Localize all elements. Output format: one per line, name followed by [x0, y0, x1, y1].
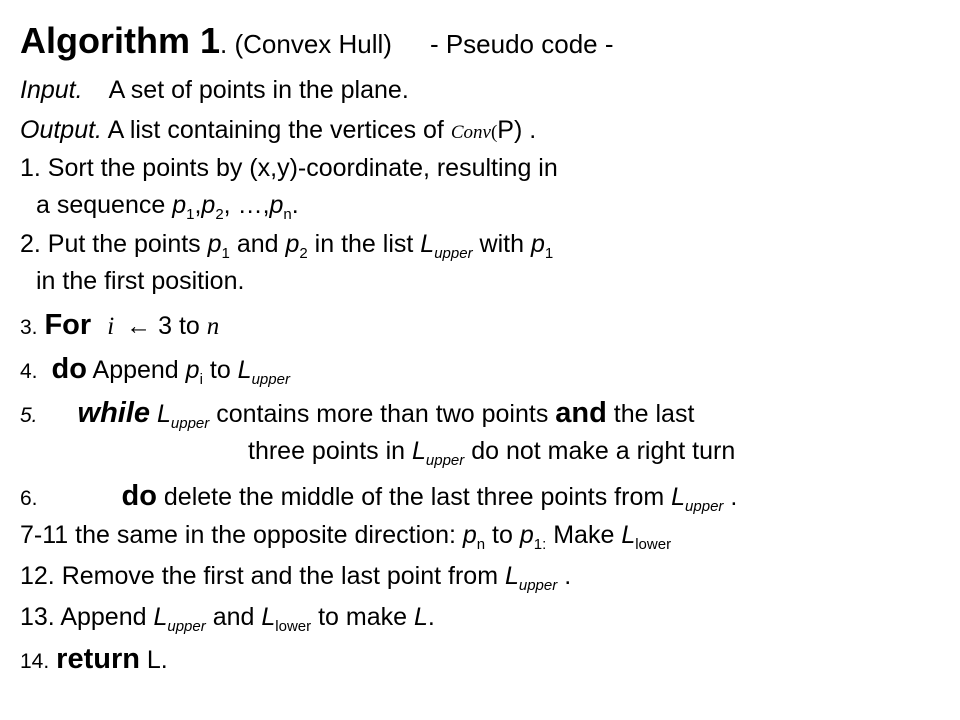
step-2-line-1 [20, 229, 554, 262]
pseudo-code-tag: - Pseudo code - [429, 29, 614, 59]
delete-text: delete the middle of the last three points from [156, 483, 672, 511]
step-number: 3. [20, 316, 38, 339]
i-var: i [107, 313, 115, 340]
upper-subscript: upper [251, 371, 290, 388]
remove-text: 12. Remove the first and the last point from [20, 562, 505, 590]
output-label: Output. [20, 116, 102, 144]
l-var: L [412, 437, 426, 465]
p-var: p [269, 191, 284, 219]
step-number: 6. [20, 487, 38, 510]
p-var: p [172, 191, 187, 219]
upper-subscript: upper [685, 498, 724, 515]
and-text: and [205, 603, 262, 631]
opposite-text: 7-11 the same in the opposite direction: [20, 521, 463, 549]
n-var: n [206, 313, 220, 340]
l-var: L [261, 603, 276, 631]
lower-subscript: lower [275, 618, 312, 635]
period: . [427, 603, 435, 631]
input-label: Input. [20, 76, 83, 104]
l-var: L [156, 400, 171, 428]
upper-subscript: upper [518, 577, 558, 594]
to-text: to [485, 521, 520, 549]
range-text: 3 to [158, 312, 200, 340]
l-var: L [413, 603, 428, 631]
and-text: and [229, 230, 286, 258]
make-text: Make [546, 521, 622, 549]
ellipsis: , …, [223, 191, 270, 219]
step-3-line [20, 310, 219, 343]
p-var: p [519, 521, 534, 549]
subscript: n [283, 206, 292, 223]
and-keyword: and [555, 397, 607, 429]
period: . [557, 562, 572, 590]
subscript: 1 [186, 206, 195, 223]
step-14-line [20, 644, 168, 677]
subscript: i [199, 371, 203, 388]
step-7-line [20, 520, 672, 553]
return-keyword: return [56, 643, 140, 675]
lower-subscript: lower [635, 536, 672, 553]
p-var: p [462, 521, 477, 549]
step-4-line [20, 354, 290, 387]
p-var: p [201, 191, 216, 219]
step-12-line [20, 561, 572, 594]
output-text: A list containing the vertices of [107, 116, 444, 144]
do-keyword: do [121, 480, 157, 512]
subscript: 1 [221, 245, 230, 262]
step-number: 5. [20, 404, 38, 427]
append-text: 13. Append [20, 603, 154, 631]
left-arrow-icon: ← [126, 313, 152, 340]
output-p: P) . [497, 116, 537, 144]
step-1-text: a sequence [36, 191, 173, 219]
condition-text: three points in [248, 437, 412, 465]
do-keyword: do [51, 353, 87, 385]
while-keyword: while [77, 397, 151, 429]
input-line [20, 75, 409, 105]
l-var: L [237, 356, 252, 384]
with-text: with [472, 230, 531, 258]
conv-paren: ( [490, 122, 498, 143]
l-var: L [671, 483, 686, 511]
subscript: 1: [533, 536, 547, 553]
conv-label: Conv [450, 122, 491, 143]
l-var: L [504, 562, 519, 590]
step-1-line-1: 1. Sort the points by (x,y)-coordinate, resulting in [20, 154, 558, 182]
comma: , [194, 191, 202, 219]
title-rest: . (Convex Hull) [220, 29, 392, 59]
subscript: n [476, 536, 486, 553]
condition-text: do not make a right turn [464, 437, 736, 465]
subscript: 1 [544, 245, 554, 262]
step-2-text: 2. Put the points [20, 230, 208, 258]
step-13-line [20, 602, 435, 635]
subscript: 2 [299, 245, 308, 262]
return-value: L. [139, 646, 168, 674]
p-var: p [207, 230, 222, 258]
step-5-line-1 [20, 398, 694, 431]
algorithm-label: Algorithm 1 [20, 20, 221, 61]
step-5-line-2 [248, 436, 736, 469]
upper-subscript: upper [434, 245, 473, 262]
subscript: 2 [215, 206, 224, 223]
upper-subscript: upper [167, 618, 206, 635]
p-var: p [530, 230, 545, 258]
output-line [20, 115, 536, 148]
condition-text: the last [606, 400, 695, 428]
step-number: 14. [20, 650, 50, 673]
p-var: p [185, 356, 200, 384]
l-var: L [153, 603, 168, 631]
period: . [723, 483, 738, 511]
step-2-line-2: in the first position. [36, 267, 245, 295]
input-text: A set of points in the plane. [108, 76, 409, 104]
step-6-line [20, 481, 737, 514]
append-text: Append [86, 356, 186, 384]
in-list-text: in the list [307, 230, 421, 258]
upper-subscript: upper [170, 415, 210, 432]
upper-subscript: upper [425, 452, 465, 469]
l-var: L [420, 230, 435, 258]
make-text: to make [311, 603, 414, 631]
step-number: 4. [20, 360, 38, 383]
to-text: to [202, 356, 238, 384]
l-var: L [621, 521, 636, 549]
for-keyword: For [44, 309, 92, 341]
page-title [20, 20, 614, 61]
period: . [291, 191, 299, 219]
step-1-line-2 [36, 190, 299, 223]
p-var: p [285, 230, 300, 258]
condition-text: contains more than two points [209, 400, 556, 428]
